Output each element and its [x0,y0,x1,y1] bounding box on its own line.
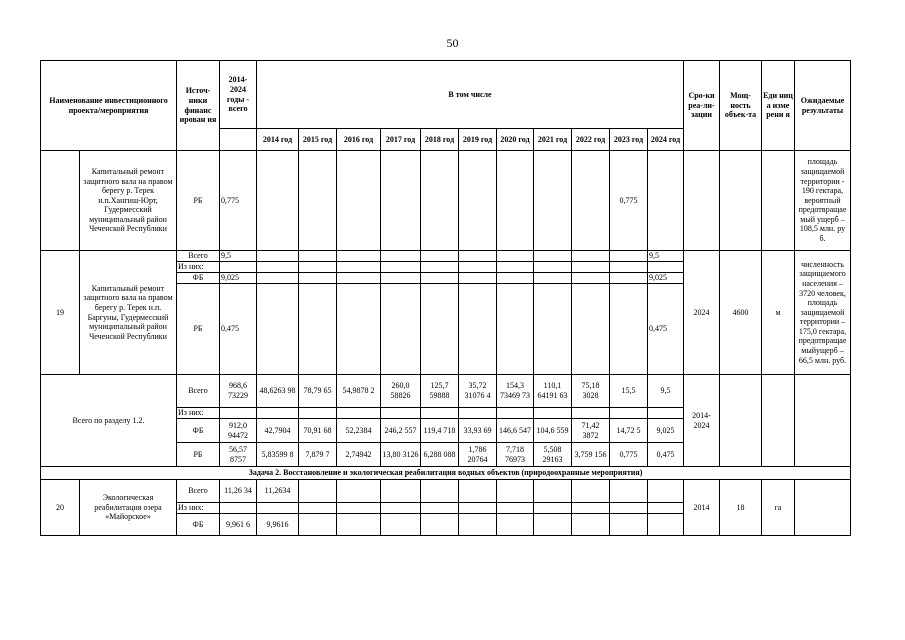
p20-y2014-0: 11,2634 [257,480,299,503]
header-year-2014: 2014 год [257,129,299,151]
prev-project-name: Капитальный ремонт защитного вала на правом берегу р. Терек н.п.Хангиш-Юрт, Гудермесский муниципальный район Чеченской Республики [80,151,177,251]
st-y10-3: 0,475 [648,443,684,467]
st-y7-3: 5,508 29163 [534,443,572,467]
header-total: 2014-2024 годы - всего [220,61,257,129]
header-name: Наименование инвестиционного проекта/мероприятия [41,61,177,151]
st-y8-2: 71,42 3872 [572,419,610,443]
st-src-3: РБ [177,443,220,467]
st-y3-2: 246,2 557 [381,419,421,443]
st-src-0: Всего [177,375,220,408]
st-y10-0: 9,5 [648,375,684,408]
st-y5-0: 35,72 31076 4 [459,375,497,408]
p19-src-2: ФБ [177,273,220,284]
p20-src-1: Из них: [177,503,220,514]
st-y4-2: 119,4 718 [421,419,459,443]
st-y9-3: 0,775 [610,443,648,467]
p20-src-0: Всего [177,480,220,503]
header-year-2018: 2018 год [421,129,459,151]
st-y7-2: 104,6 559 [534,419,572,443]
header-year-2019: 2019 год [459,129,497,151]
st-y9-2: 14,72 5 [610,419,648,443]
st-y0-0: 48,6263 98 [257,375,299,408]
page-number: 50 [446,36,459,50]
st-y1-2: 70,91 68 [299,419,337,443]
p19-result: численность защищаемого населения – 3720 человек, площадь защищаемой территории – 175,0 гектара, предотвращае мыйущерб – 66,5 млн. руб. [795,251,851,375]
header-unit: Еди ниц а изме рени я [762,61,795,151]
prev-y2023: 0,775 [610,151,648,251]
st-y8-3: 3,759 156 [572,443,610,467]
section-total-label: Всего по разделу 1.2. [41,375,177,467]
p19-y2024-2: 9,025 [648,273,684,284]
prev-total: 0,775 [220,151,257,251]
task2-heading: Задача 2. Восстановление и экологическая реабилитация водных объектов (природоохранные мероприятия) [41,467,851,480]
st-y9-0: 15,5 [610,375,648,408]
p19-y2024-3: 0,475 [648,284,684,375]
header-term: Сро-ки реа-ли-зации [684,61,720,151]
p20-total-2: 9,961 6 [220,514,257,536]
st-y0-3: 5,83599 8 [257,443,299,467]
header-year-2016: 2016 год [337,129,381,151]
investment-table [40,60,851,536]
p20-unit: га [762,480,795,536]
p20-capacity: 18 [720,480,762,536]
header-total-blank [220,129,257,151]
prev-num-cell [41,151,80,251]
st-y3-0: 260,0 58826 [381,375,421,408]
st-y10-2: 9,025 [648,419,684,443]
p19-name: Капитальный ремонт защитного вала на правом берегу р. Терек н.п. Баргуны, Гудермесский муниципальный район Чеченской Республики [80,251,177,375]
prev-src: РБ [177,151,220,251]
st-src-2: ФБ [177,419,220,443]
st-y1-3: 7,879 7 [299,443,337,467]
p19-term: 2024 [684,251,720,375]
st-y7-0: 110,1 64191 63 [534,375,572,408]
st-term: 2014-2024 [684,375,720,467]
p20-term: 2014 [684,480,720,536]
header-year-2023: 2023 год [610,129,648,151]
st-y6-3: 7,718 76973 [497,443,534,467]
st-y6-0: 154,3 73469 73 [497,375,534,408]
header-incl: В том числе [257,61,684,129]
p19-total-3: 0,475 [220,284,257,375]
p20-total-0: 11,26 34 [220,480,257,503]
p19-total-0: 9,5 [220,251,257,262]
header-year-2017: 2017 год [381,129,421,151]
st-y5-3: 1,786 20764 [459,443,497,467]
st-total-2: 912,0 94472 [220,419,257,443]
header-results: Ожидаемые результаты [795,61,851,151]
st-y0-2: 42,7904 [257,419,299,443]
header-year-2022: 2022 год [572,129,610,151]
p20-src-2: ФБ [177,514,220,536]
p19-src-1: Из них: [177,262,220,273]
header-year-2015: 2015 год [299,129,337,151]
st-y2-3: 2,74942 [337,443,381,467]
st-y3-3: 13,80 3126 [381,443,421,467]
prev-result: площадь защищаемой территории - 190 гектара, вероятный предотвращае мый ущерб – 108,5 млн. ру б. [795,151,851,251]
header-year-2021: 2021 год [534,129,572,151]
st-y4-0: 125,7 59888 [421,375,459,408]
p19-unit: м [762,251,795,375]
st-y2-2: 52,2384 [337,419,381,443]
p19-y2024-0: 9,5 [648,251,684,262]
p19-src-0: Всего [177,251,220,262]
header-capacity: Мощ-ность объек-та [720,61,762,151]
p20-name: Экологическая реабилитация озера «Майорское» [80,480,177,536]
p19-total-2: 9,025 [220,273,257,284]
st-total-0: 968,6 73229 [220,375,257,408]
st-y5-2: 33,93 69 [459,419,497,443]
header-source: Источ-ники финанс ирован ия [177,61,220,151]
st-src-1: Из них: [177,408,220,419]
st-y2-0: 54,9878 2 [337,375,381,408]
st-y6-2: 146,6 547 [497,419,534,443]
p20-y2014-2: 9,9616 [257,514,299,536]
p20-num: 20 [41,480,80,536]
st-y1-0: 78,79 65 [299,375,337,408]
st-y8-0: 75,18 3028 [572,375,610,408]
header-year-2024: 2024 год [648,129,684,151]
st-y4-3: 6,288 088 [421,443,459,467]
p19-src-3: РБ [177,284,220,375]
header-year-2020: 2020 год [497,129,534,151]
st-total-3: 56,57 8757 [220,443,257,467]
p19-capacity: 4600 [720,251,762,375]
p19-num: 19 [41,251,80,375]
